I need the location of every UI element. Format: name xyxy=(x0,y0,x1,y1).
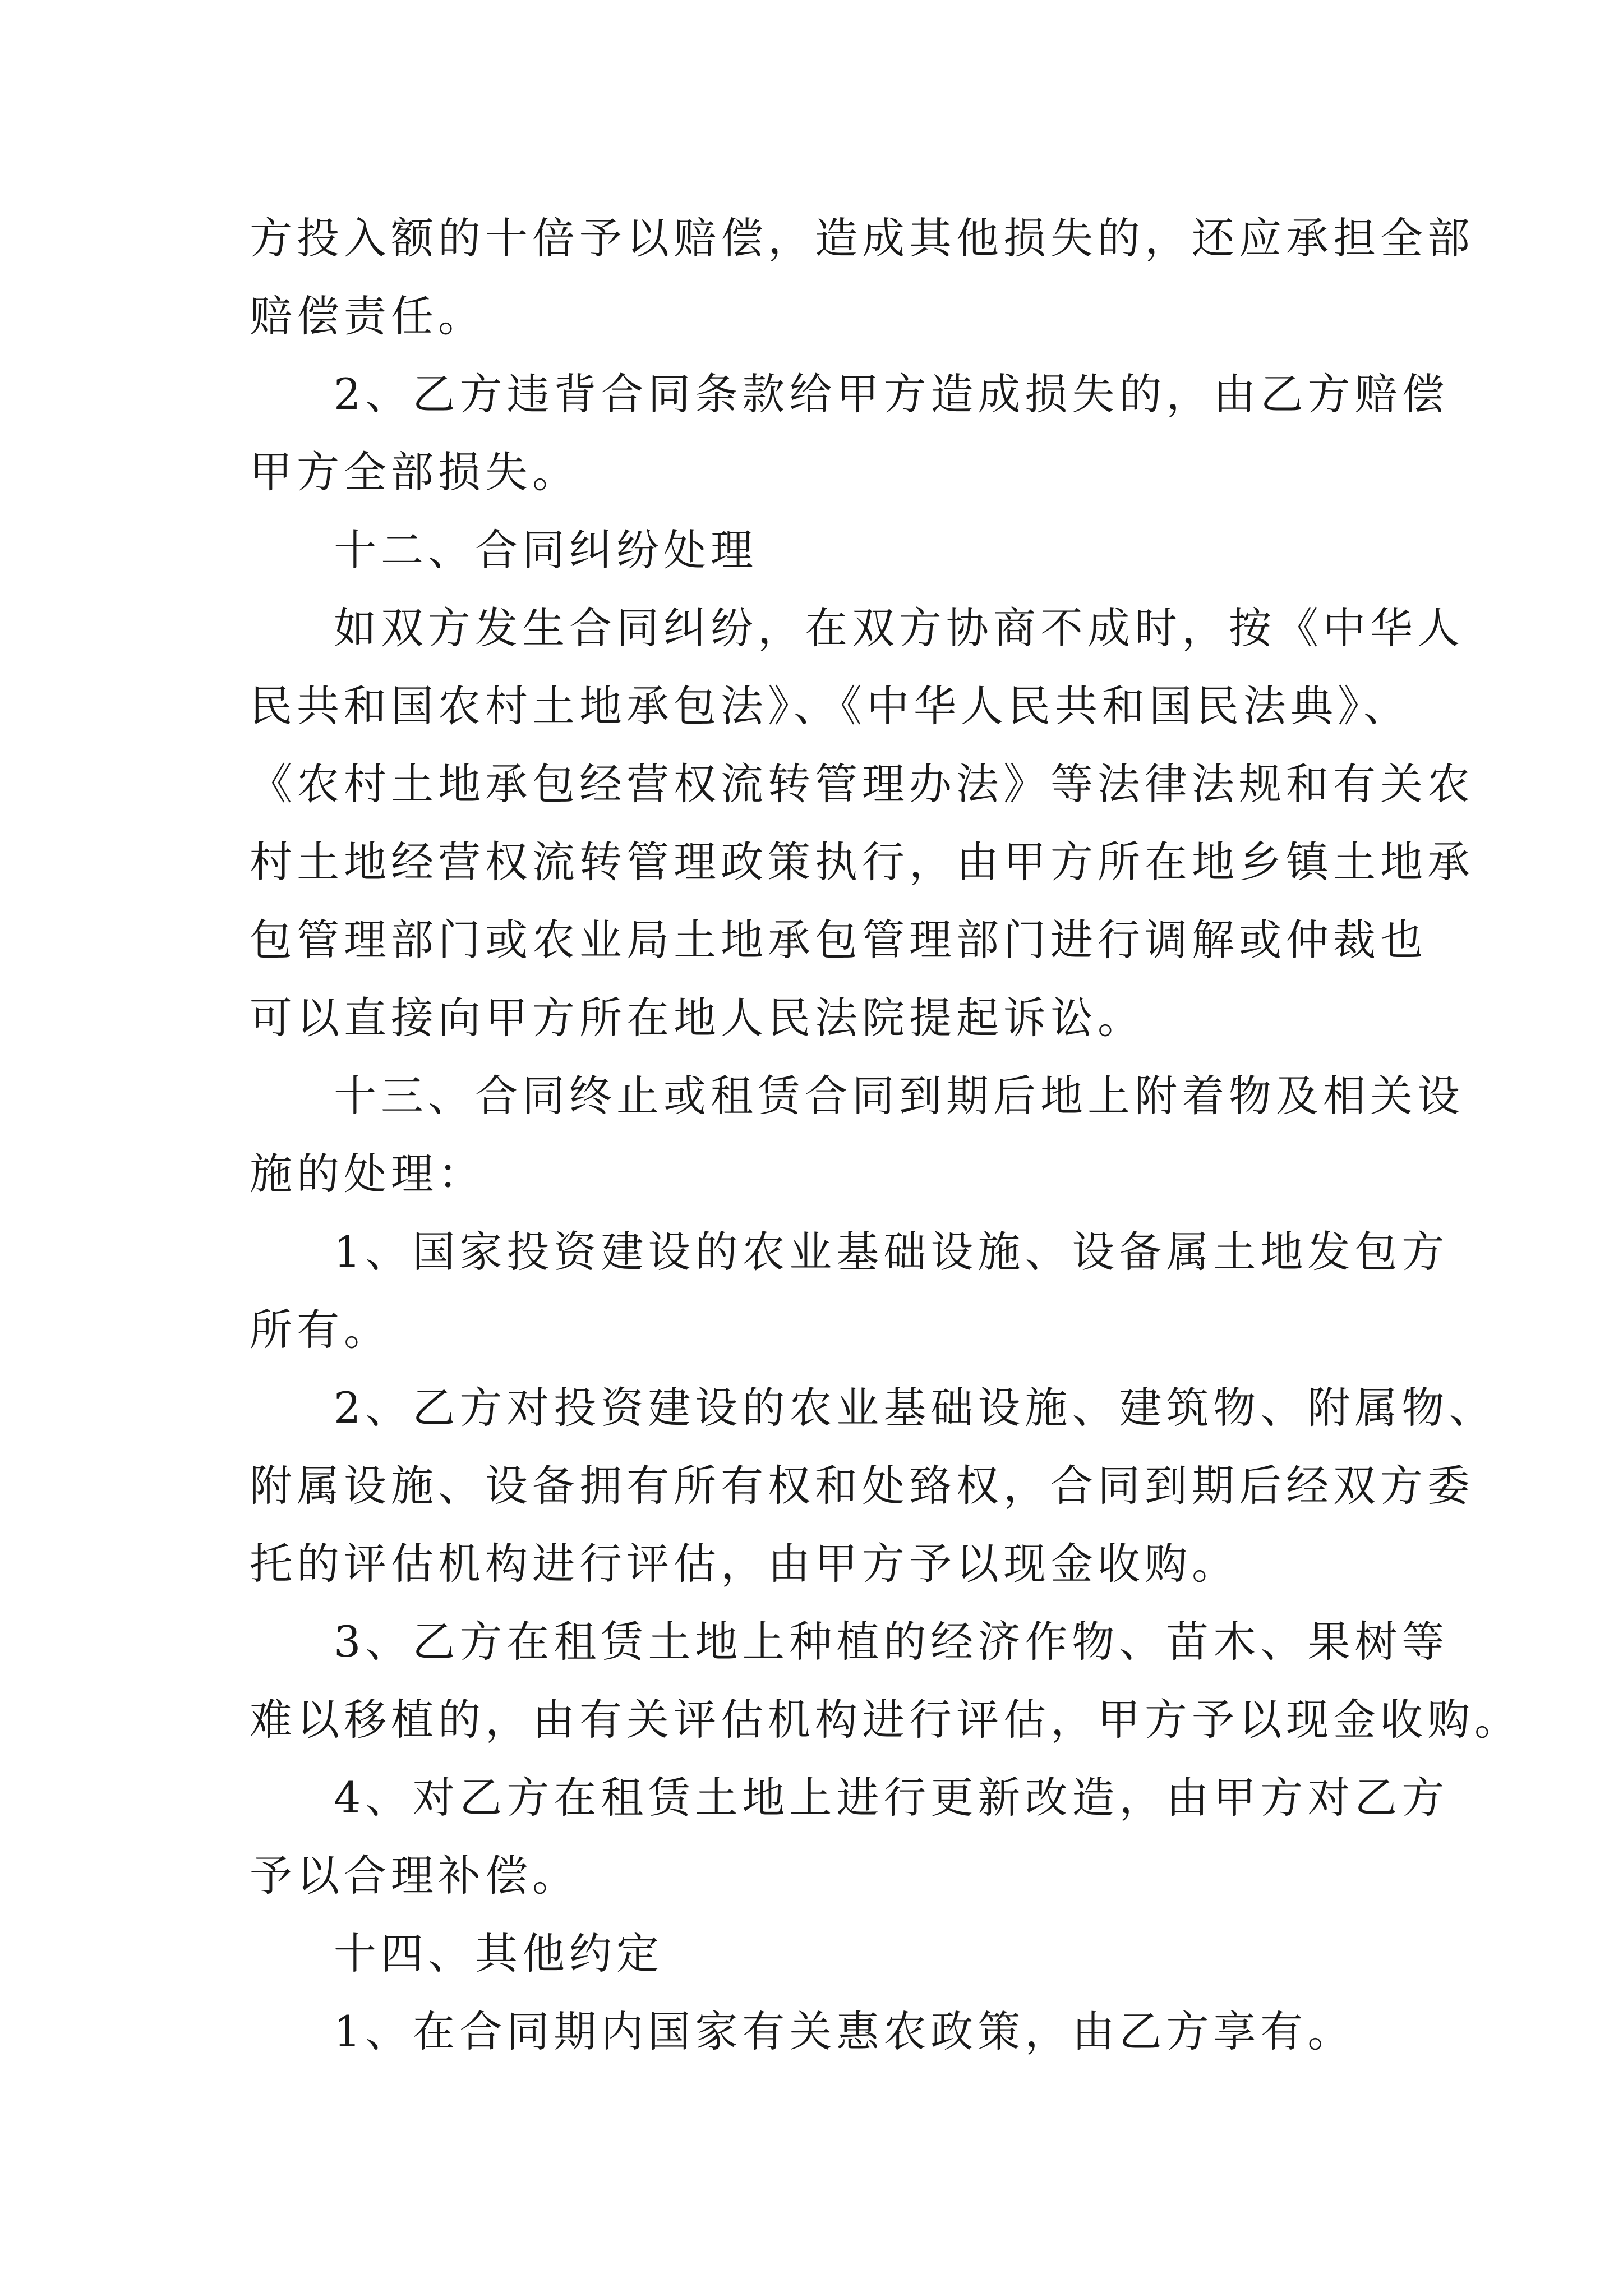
text-line: 《农村土地承包经营权流转管理办法》等法律法规和有关农 xyxy=(250,759,1474,809)
text-line: 3、乙方在租赁土地上种植的经济作物、苗木、果树等 xyxy=(334,1617,1449,1667)
text-line: 1、国家投资建设的农业基础设施、设备属土地发包方 xyxy=(334,1227,1449,1277)
section-heading: 十三、合同终止或租赁合同到期后地上附着物及相关设 xyxy=(334,1071,1464,1121)
text-line: 所有。 xyxy=(250,1305,391,1355)
text-line: 赔偿责任。 xyxy=(250,291,485,341)
section-heading: 十二、合同纠纷处理 xyxy=(334,525,758,575)
contract-text-body xyxy=(250,199,1521,2070)
text-line: 方投入额的十倍予以赔偿，造成其他损失的，还应承担全部 xyxy=(250,213,1474,263)
text-line: 4、对乙方在租赁土地上进行更新改造，由甲方对乙方 xyxy=(334,1773,1449,1823)
text-line: 2、乙方对投资建设的农业基础设施、建筑物、附属物、 xyxy=(334,1383,1496,1433)
text-line: 包管理部门或农业局土地承包管理部门进行调解或仲裁也 xyxy=(250,915,1427,965)
text-line: 难以移植的，由有关评估机构进行评估，甲方予以现金收购。 xyxy=(250,1695,1521,1745)
text-line: 予以合理补偿。 xyxy=(250,1851,579,1901)
section-heading: 十四、其他约定 xyxy=(334,1929,663,1978)
text-line: 如双方发生合同纠纷，在双方协商不成时，按《中华人 xyxy=(334,603,1464,653)
text-line: 可以直接向甲方所在地人民法院提起诉讼。 xyxy=(250,993,1145,1043)
text-line: 施的处理： xyxy=(250,1149,485,1199)
text-line: 甲方全部损失。 xyxy=(250,447,579,497)
text-line: 民共和国农村土地承包法》、《中华人民共和国民法典》、 xyxy=(250,681,1410,731)
text-line: 托的评估机构进行评估，由甲方予以现金收购。 xyxy=(250,1539,1239,1589)
text-line: 附属设施、设备拥有所有权和处臵权，合同到期后经双方委 xyxy=(250,1461,1474,1511)
text-line: 2、乙方违背合同条款给甲方造成损失的，由乙方赔偿 xyxy=(334,369,1449,419)
text-line: 1、在合同期内国家有关惠农政策，由乙方享有。 xyxy=(334,2007,1355,2056)
text-line: 村土地经营权流转管理政策执行，由甲方所在地乡镇土地承 xyxy=(250,837,1474,887)
